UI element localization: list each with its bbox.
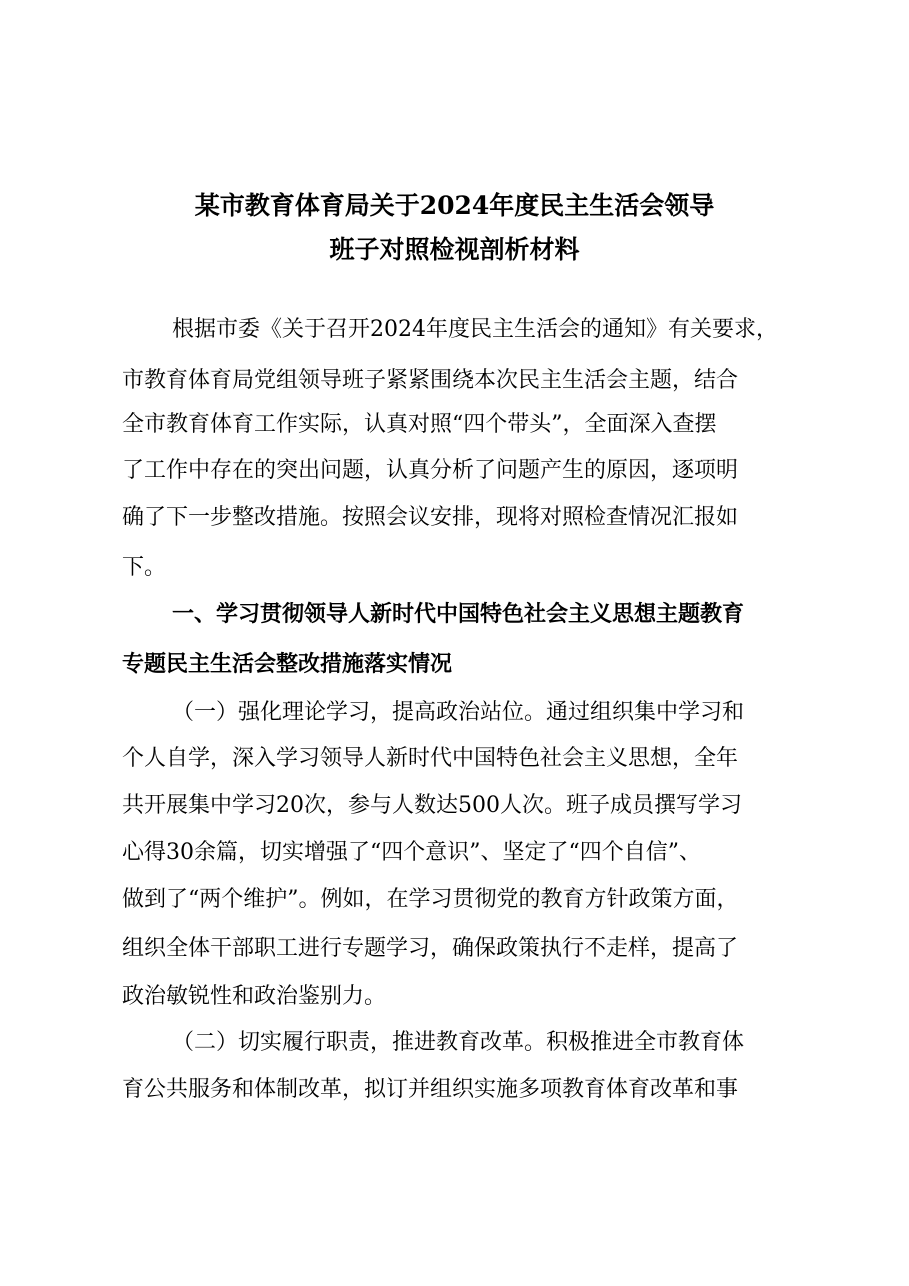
intro-line-1: 根据市委《关于召开2024年度民主生活会的通知》有关要求， [172, 317, 778, 342]
para-1-line-1: （一）强化理论学习，提高政治站位。通过组织集中学习和 [172, 700, 745, 725]
intro-line-4: 了工作中存在的突出问题，认真分析了问题产生的原因，逐项明 [122, 458, 739, 483]
para-1-line-6: 组织全体干部职工进行专题学习，确保政策执行不走样，提高了 [122, 936, 739, 961]
intro-line-2: 市教育体育局党组领导班子紧紧围绕本次民主生活会主题，结合 [122, 368, 739, 393]
para-2-line-1: （二）切实履行职责，推进教育改革。积极推进全市教育体 [172, 1030, 745, 1055]
para-1-line-3: 共开展集中学习20次，参与人数达500人次。班子成员撰写学习 [122, 793, 742, 818]
document-title-line-2: 班子对照检视剖析材料 [329, 235, 580, 264]
para-1-line-7: 政治敏锐性和政治鉴别力。 [122, 984, 387, 1009]
intro-line-3: 全市教育体育工作实际，认真对照“四个带头”，全面深入查摆 [122, 412, 717, 437]
document-title-line-1: 某市教育体育局关于2024年度民主生活会领导 [194, 191, 715, 220]
para-1-line-2: 个人自学，深入学习领导人新时代中国特色社会主义思想，全年 [122, 746, 739, 771]
intro-line-5: 确了下一步整改措施。按照会议安排，现将对照检查情况汇报如 [122, 505, 739, 530]
section-1-heading-line-1: 一、学习贯彻领导人新时代中国特色社会主义思想主题教育 [172, 602, 745, 627]
para-2-line-2: 育公共服务和体制改革，拟订并组织实施多项教育体育改革和事 [122, 1077, 739, 1102]
para-1-line-5: 做到了“两个维护”。例如，在学习贯彻党的教育方针政策方面， [122, 887, 739, 912]
intro-line-6: 下。 [122, 555, 167, 580]
para-1-line-4: 心得30余篇，切实增强了“四个意识”、坚定了“四个自信”、 [122, 840, 701, 865]
section-1-heading-line-2: 专题民主生活会整改措施落实情况 [122, 652, 453, 677]
